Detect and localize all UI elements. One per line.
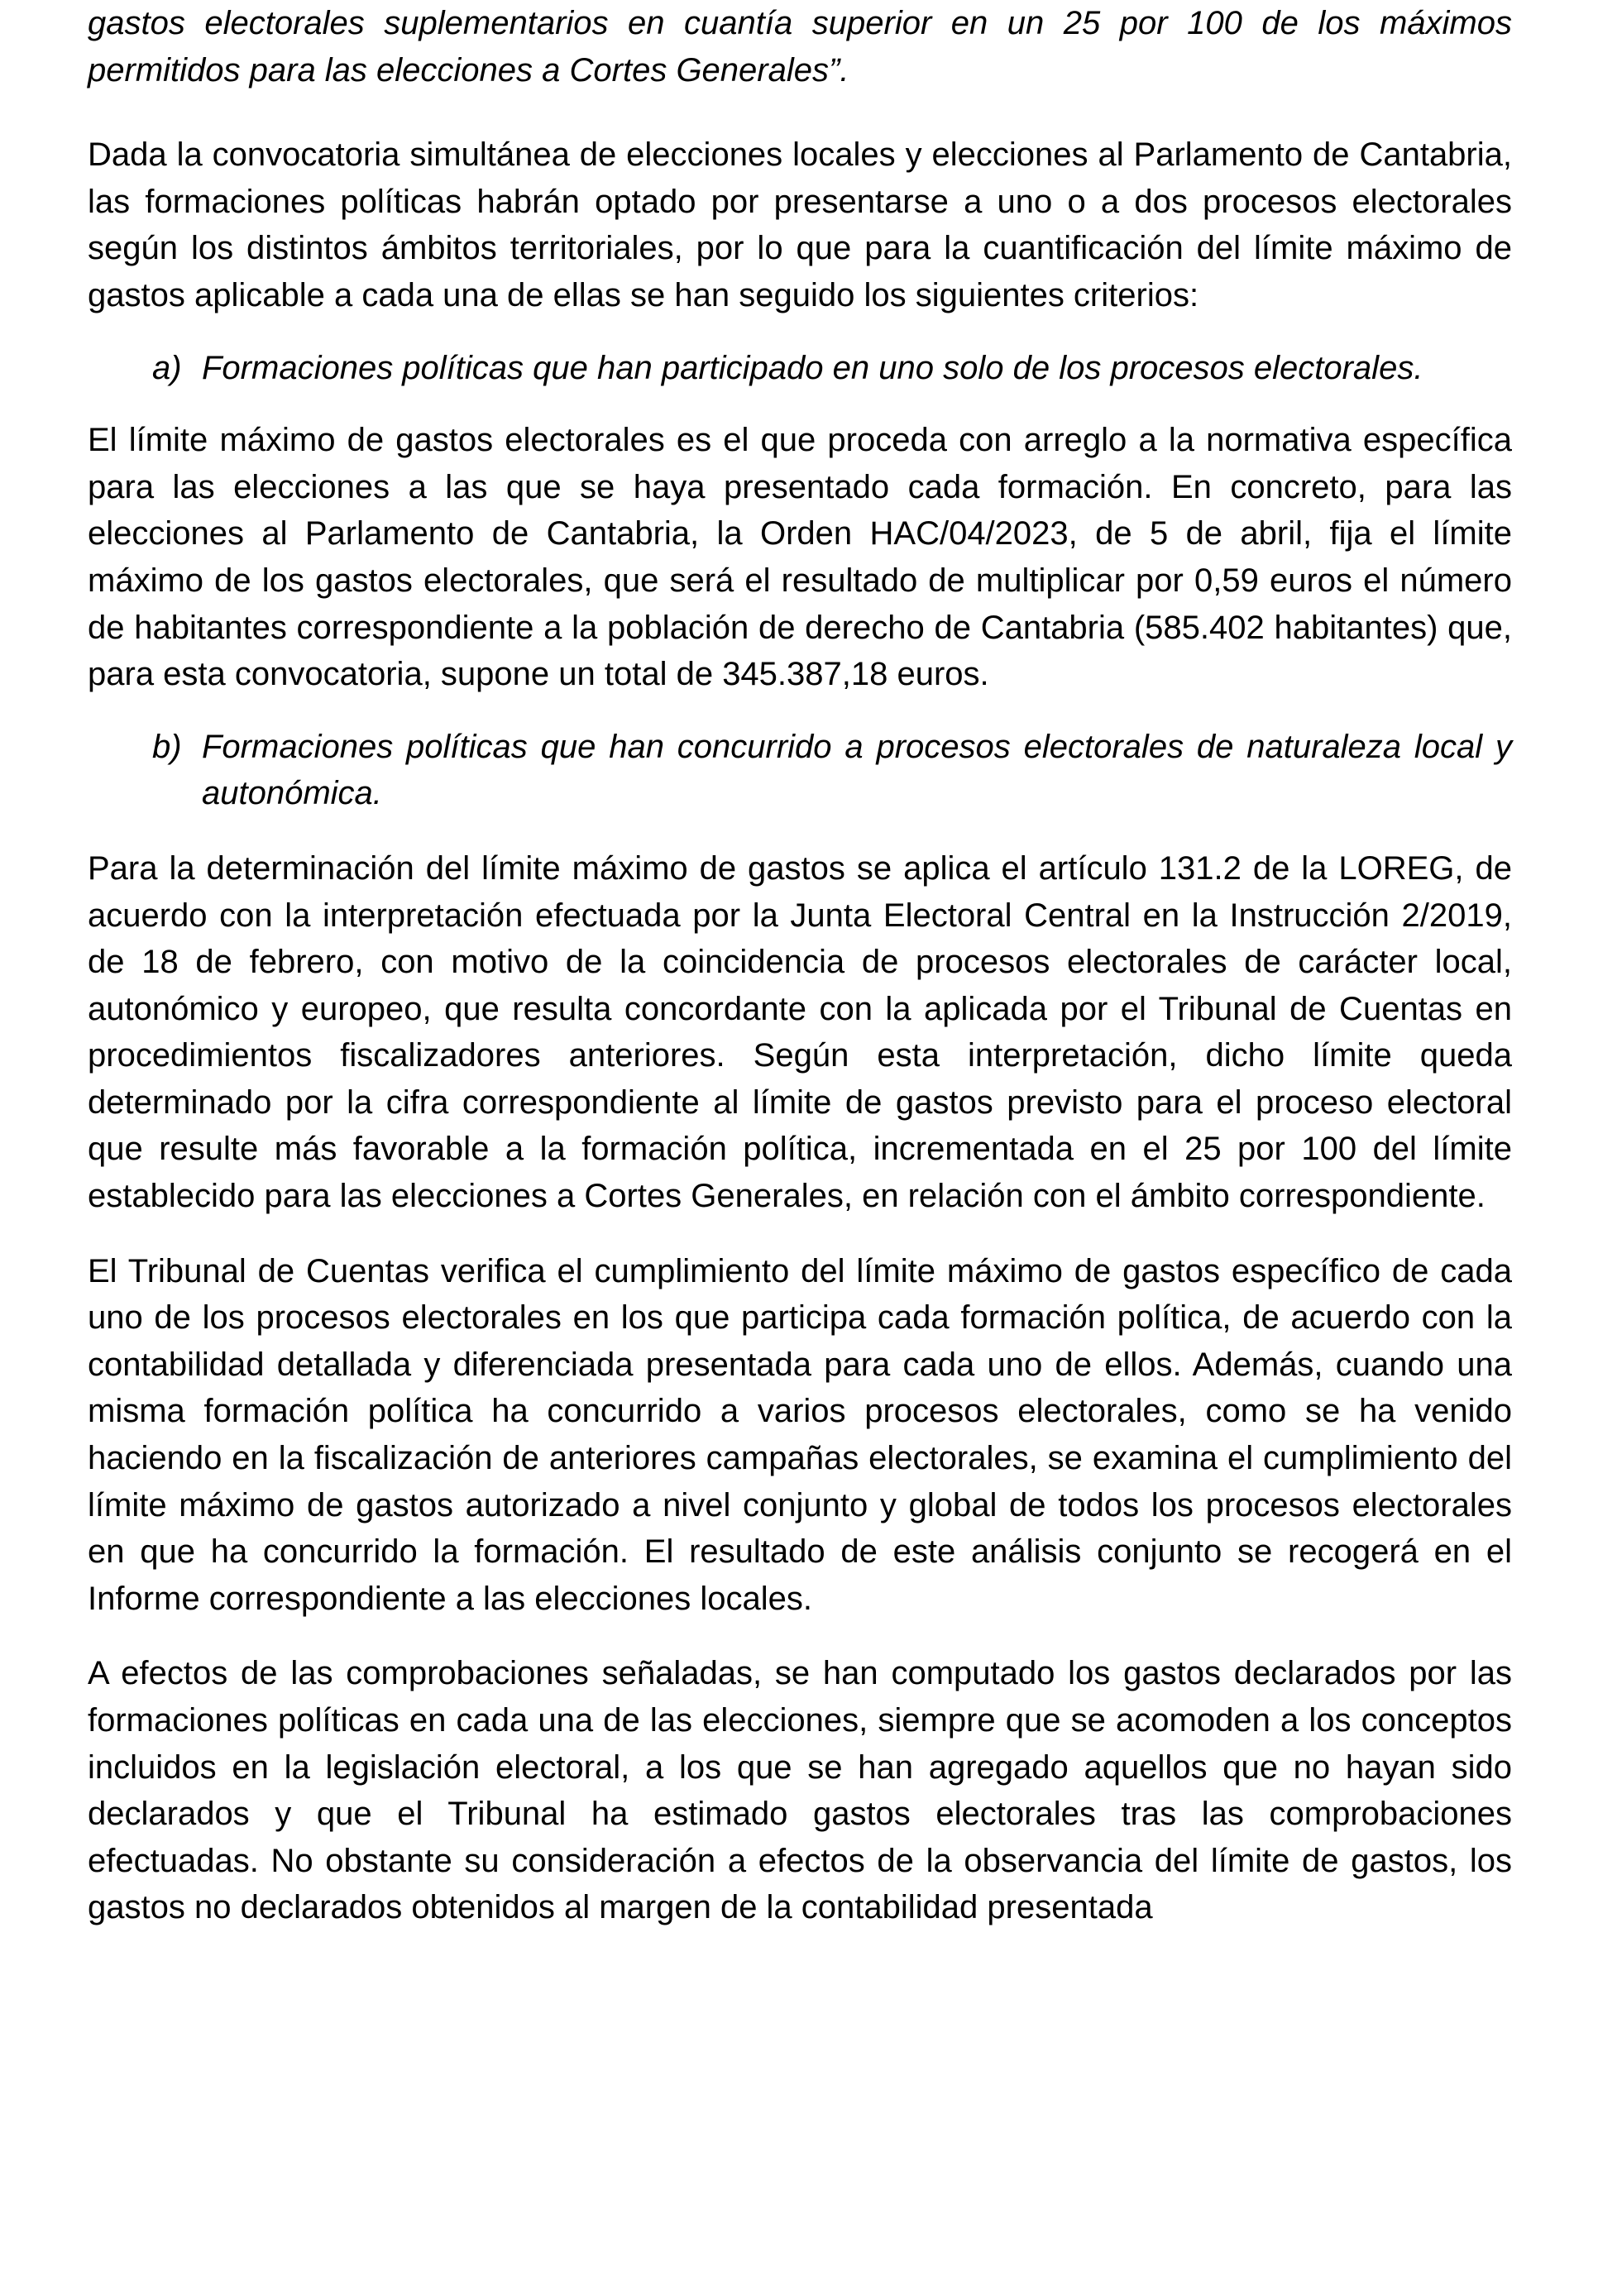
list-marker-a: a) <box>152 349 182 386</box>
paragraph-tribunal-verifica: El Tribunal de Cuentas verifica el cumplimiento del límite máximo de gastos específico de cada uno de los procesos electorales en los que participa cada formación política, de acuerdo con la contabilidad detallada y diferenciada presentada para cada uno de ellos. Además, cuando una misma formación política ha concurrido a varios procesos electorales, como se ha venido haciendo en la fiscalización de anteriores campañas electorales, se examina el cumplimiento del límite máximo de gastos autorizado a nivel conjunto y global de todos los procesos electorales en que ha concurrido la formación. El resultado de este análisis conjunto se recogerá en el Informe correspondiente a las elecciones locales. <box>88 1252 1512 1617</box>
paragraph-determinacion: Para la determinación del límite máximo de gastos se aplica el artículo 131.2 de la LOREG, de acuerdo con la interpretación efectuada por la Junta Electoral Central en la Instrucción 2/2019, de 18 de febrero, con motivo de la coincidencia de procesos electorales de carácter local, autonómico y europeo, que resulta concordante con la aplicada por el Tribunal de Cuentas en procedimientos fiscalizadores anteriores. Según esta interpretación, dicho límite queda determinado por la cifra correspondiente al límite de gastos previsto para el proceso electoral que resulte más favorable a la formación política, incrementada en el 25 por 100 del límite establecido para las elecciones a Cortes Generales, en relación con el ámbito correspondiente. <box>88 849 1512 1215</box>
spacer <box>88 319 1512 345</box>
spacer <box>88 391 1512 417</box>
list-item-b <box>88 724 1512 817</box>
spacer <box>88 93 1512 132</box>
spacer <box>88 1220 1512 1248</box>
paragraph-continuation: gastos electorales suplementarios en cuantía superior en un 25 por 100 de los máximos permitidos para las elecciones a Cortes Generales”. <box>88 5 1512 88</box>
spacer <box>88 698 1512 724</box>
paragraph-comprobaciones: A efectos de las comprobaciones señaladas, se han computado los gastos declarados por las formaciones políticas en cada una de las elecciones, siempre que se acomoden a los conceptos incluidos en la legislación electoral, a los que se han agregado aquellos que no hayan sido declarados y que el Tribunal ha estimado gastos electorales tras las comprobaciones efectuadas. No obstante su consideración a efectos de la observancia del límite de gastos, los gastos no declarados obtenidos al margen de la contabilidad presentada <box>88 1655 1512 1926</box>
document-page <box>88 0 1512 1931</box>
list-item-a-text: Formaciones políticas que han participado en uno solo de los procesos electorales. <box>202 349 1423 386</box>
paragraph-limite-maximo: El límite máximo de gastos electorales es el que proceda con arreglo a la normativa específica para las elecciones a las que se haya presentado cada formación. En concreto, para las elecciones al Parlamento de Cantabria, la Orden HAC/04/2023, de 5 de abril, fija el límite máximo de los gastos electorales, que será el resultado de multiplicar por 0,59 euros el número de habitantes correspondiente a la población de derecho de Cantabria (585.402 habitantes) que, para esta convocatoria, supone un total de 345.387,18 euros. <box>88 422 1512 693</box>
spacer <box>88 1622 1512 1650</box>
paragraph-convocatoria: Dada la convocatoria simultánea de elecciones locales y elecciones al Parlamento de Cantabria, las formaciones políticas habrán optado por presentarse a uno o a dos procesos electorales según los distintos ámbitos territoriales, por lo que para la cuantificación del límite máximo de gastos aplicable a cada una de ellas se han seguido los siguientes criterios: <box>88 136 1512 313</box>
list-item-a <box>88 345 1512 392</box>
list-item-b-text: Formaciones políticas que han concurrido a procesos electorales de naturaleza local y autonómica. <box>202 728 1512 812</box>
list-marker-b: b) <box>152 728 182 765</box>
spacer <box>88 817 1512 845</box>
